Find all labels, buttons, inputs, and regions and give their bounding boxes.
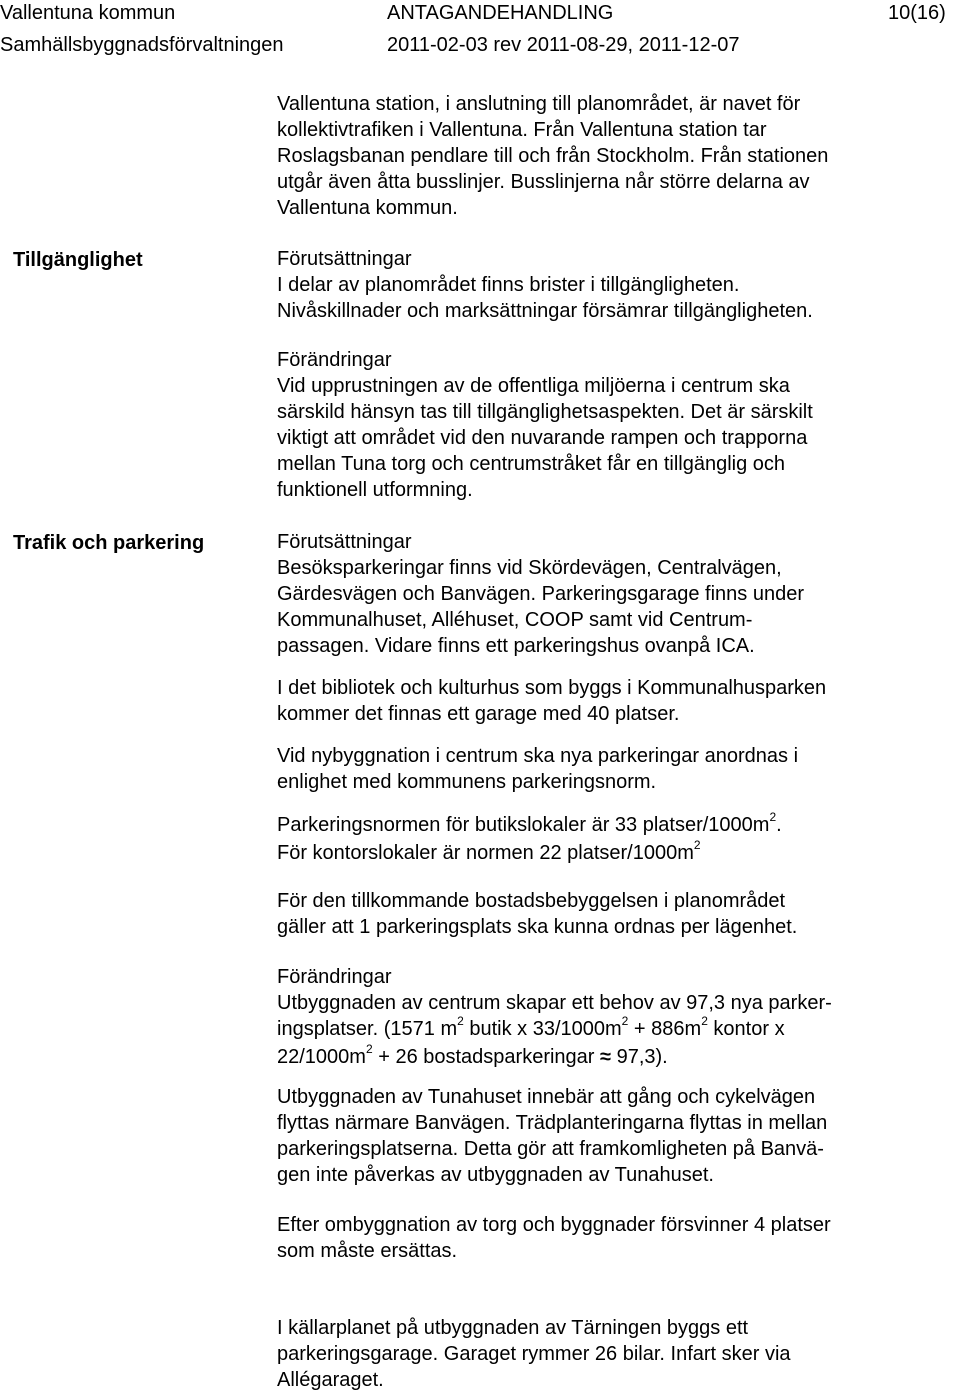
header-department: Samhällsbyggnadsförvaltningen xyxy=(0,34,284,56)
approx-symbol: ≈ xyxy=(600,1046,612,1068)
text-line: parkeringsgarage. Garaget rymmer 26 bilar. Infart sker via xyxy=(277,1343,791,1365)
text-line: I det bibliotek och kulturhus som byggs i Kommunalhusparken xyxy=(277,677,827,699)
text-line xyxy=(277,1016,917,1044)
text-line: Allégaraget. xyxy=(277,1369,384,1391)
text-line: För den tillkommande bostadsbebyggelsen i planområdet xyxy=(277,890,786,912)
section-heading-trafik: Trafik och parkering xyxy=(13,532,205,554)
parkeringsnorm-paragraph xyxy=(277,812,917,868)
text-line: Vid upprustningen av de offentliga miljöerna i centrum ska xyxy=(277,375,790,397)
text-line xyxy=(277,812,917,840)
text-line: enlighet med kommunens parkeringsnorm. xyxy=(277,771,657,793)
text-line: Kommunalhuset, Alléhuset, COOP samt vid Centrum- xyxy=(277,609,753,631)
text-line: mellan Tuna torg och centrumstråket får en tillgänglig och xyxy=(277,453,786,475)
text-line: I källarplanet på utbyggnaden av Tärningen byggs ett xyxy=(277,1317,749,1339)
trafik-forutsattningar xyxy=(277,529,917,659)
superscript: 2 xyxy=(701,1014,708,1028)
text-line: Vallentuna station, i anslutning till planområdet, är navet för xyxy=(277,93,801,115)
text-run: ingsplatser. (1571 m xyxy=(277,1018,458,1040)
text-line: gen inte påverkas av utbyggnaden av Tunahuset. xyxy=(277,1164,714,1186)
tillganglighet-forutsattningar xyxy=(277,246,917,324)
bostad-paragraph xyxy=(277,888,917,940)
subheading: Förändringar xyxy=(277,349,392,371)
text-line: Vallentuna kommun. xyxy=(277,197,458,219)
text-line: viktigt att området vid den nuvarande rampen och trapporna xyxy=(277,427,808,449)
text-line: flyttas närmare Banvägen. Trädplanteringarna flyttas in mellan xyxy=(277,1112,828,1134)
text-line: passagen. Vidare finns ett parkeringshus ovanpå ICA. xyxy=(277,635,755,657)
text-line: funktionell utformning. xyxy=(277,479,473,501)
subheading: Förutsättningar xyxy=(277,531,412,553)
text-line: Efter ombyggnation av torg och byggnader försvinner 4 platser xyxy=(277,1214,831,1236)
text-line: I delar av planområdet finns brister i tillgängligheten. xyxy=(277,274,740,296)
text-line: Vid nybyggnation i centrum ska nya parkeringar anordnas i xyxy=(277,745,799,767)
bibliotek-paragraph xyxy=(277,675,917,727)
text-run: . xyxy=(776,814,782,836)
text-run: För kontorslokaler är normen 22 platser/1000m xyxy=(277,842,694,864)
text-line: Gärdesvägen och Banvägen. Parkeringsgarage finns under xyxy=(277,583,805,605)
text-line: kollektivtrafiken i Vallentuna. Från Vallentuna station tar xyxy=(277,119,767,141)
text-line: kommer det finnas ett garage med 40 platser. xyxy=(277,703,680,725)
text-line: parkeringsplatserna. Detta gör att framkomligheten på Banvä- xyxy=(277,1138,824,1160)
text-run: + 886m xyxy=(628,1018,702,1040)
text-run: kontor x xyxy=(707,1018,785,1040)
text-run: 97,3). xyxy=(611,1046,668,1068)
header-org: Vallentuna kommun xyxy=(0,2,176,24)
text-line: Roslagsbanan pendlare till och från Stockholm. Från stationen xyxy=(277,145,829,167)
section-heading-tillganglighet: Tillgänglighet xyxy=(13,249,143,271)
subheading: Förutsättningar xyxy=(277,248,412,270)
superscript: 2 xyxy=(365,1042,373,1056)
text-line: gäller att 1 parkeringsplats ska kunna ordnas per lägenhet. xyxy=(277,916,798,938)
text-line: som måste ersättas. xyxy=(277,1240,458,1262)
text-line xyxy=(277,840,917,868)
intro-paragraph xyxy=(277,91,917,221)
text-line: Utbyggnaden av centrum skapar ett behov av 97,3 nya parker- xyxy=(277,992,832,1014)
header-dates: 2011-02-03 rev 2011-08-29, 2011-12-07 xyxy=(387,34,740,56)
subheading: Förändringar xyxy=(277,966,392,988)
superscript: 2 xyxy=(693,838,701,852)
text-line: Utbyggnaden av Tunahuset innebär att gång och cykelvägen xyxy=(277,1086,816,1108)
text-run: Parkeringsnormen för butikslokaler är 33 platser/1000m xyxy=(277,814,770,836)
superscript: 2 xyxy=(769,810,777,824)
ombyggnation-paragraph xyxy=(277,1212,917,1264)
text-line: Besöksparkeringar finns vid Skördevägen, Centralvägen, xyxy=(277,557,782,579)
tunahuset-paragraph xyxy=(277,1084,917,1188)
superscript: 2 xyxy=(457,1014,464,1028)
nybyggnation-paragraph xyxy=(277,743,917,795)
header-doc-type: ANTAGANDEHANDLING xyxy=(387,2,614,24)
text-run: butik x 33/1000m xyxy=(463,1018,622,1040)
text-line: utgår även åtta busslinjer. Busslinjerna når större delarna av xyxy=(277,171,810,193)
trafik-forandringar xyxy=(277,964,917,1072)
text-line: Nivåskillnader och marksättningar försämrar tillgängligheten. xyxy=(277,300,813,322)
header-page-number: 10(16) xyxy=(888,2,946,24)
text-line xyxy=(277,1044,917,1072)
superscript: 2 xyxy=(621,1014,629,1028)
text-run: 22/1000m xyxy=(277,1046,366,1068)
text-line: särskild hänsyn tas till tillgänglighetsaspekten. Det är särskilt xyxy=(277,401,813,423)
text-run: + 26 bostadsparkeringar xyxy=(372,1046,601,1068)
kallarplan-paragraph xyxy=(277,1315,917,1393)
tillganglighet-forandringar xyxy=(277,347,917,503)
